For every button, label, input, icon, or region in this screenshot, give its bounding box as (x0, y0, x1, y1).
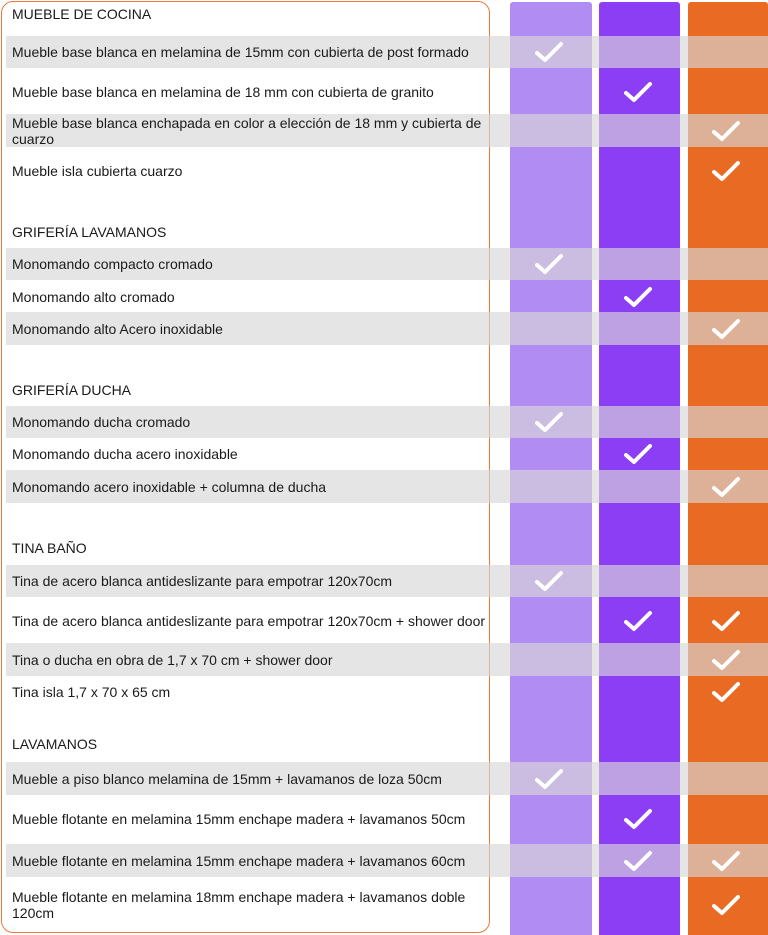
row-label: Mueble isla cubierta cuarzo (12, 162, 183, 179)
table-row (6, 844, 768, 877)
row-label: Mueble flotante en melamina 15mm enchape madera + lavamanos 50cm (12, 810, 466, 827)
checkmark-icon (534, 40, 564, 64)
checkmark-icon (623, 807, 653, 831)
section-title: TINA BAÑO (12, 540, 87, 556)
row-label: Tina de acero blanca antideslizante para empotrar 120x70cm (12, 573, 393, 589)
row-label: Mueble base blanca en melamina de 18 mm con cubierta de granito (12, 84, 434, 100)
table-row (6, 598, 768, 643)
table-row (6, 114, 768, 147)
table-row (6, 406, 768, 438)
checkmark-icon (711, 159, 741, 183)
table-row (6, 312, 768, 345)
checkmark-icon (534, 252, 564, 276)
row-label: Mueble flotante en melamina 15mm enchape madera + lavamanos 60cm (12, 852, 466, 869)
checkmark-icon (623, 609, 653, 633)
row-label: Tina de acero blanca antideslizante para empotrar 120x70cm + shower door (12, 612, 486, 629)
row-label: Mueble base blanca en melamina de 15mm con cubierta de post formado (12, 44, 469, 60)
row-label: Monomando ducha cromado (12, 414, 191, 430)
checkmark-icon (534, 410, 564, 434)
table-row (6, 470, 768, 503)
checkmark-icon (623, 285, 653, 309)
checkmark-icon (534, 767, 564, 791)
table-row (6, 438, 768, 470)
table-row (6, 281, 768, 313)
table-row (6, 762, 768, 795)
section-title: MUEBLE DE COCINA (12, 6, 152, 22)
table-row (6, 76, 768, 108)
checkmark-icon (711, 317, 741, 341)
table-row (6, 796, 768, 841)
checkmark-icon (623, 80, 653, 104)
table-row (6, 565, 768, 597)
section-title: LAVAMANOS (12, 736, 98, 752)
row-label: Monomando acero inoxidable + columna de ducha (12, 478, 327, 495)
checkmark-icon (623, 442, 653, 466)
checkmark-icon (711, 119, 741, 143)
checkmark-icon (711, 893, 741, 917)
checkmark-icon (534, 569, 564, 593)
checkmark-icon (711, 648, 741, 672)
table-row (6, 877, 768, 932)
section-title: GRIFERÍA DUCHA (12, 382, 132, 398)
section-title: GRIFERÍA LAVAMANOS (12, 224, 167, 240)
row-label: Monomando ducha acero inoxidable (12, 446, 238, 462)
row-label: Mueble flotante en melamina 18mm enchape madera + lavamanos doble 120cm (12, 888, 466, 921)
table-row (6, 154, 768, 187)
row-label: Tina o ducha en obra de 1,7 x 70 cm + shower door (12, 651, 333, 668)
checkmark-icon (711, 609, 741, 633)
row-label: Monomando compacto cromado (12, 256, 213, 272)
row-label: Monomando alto cromado (12, 289, 175, 305)
checkmark-icon (711, 475, 741, 499)
table-row (6, 675, 768, 708)
checkmark-icon (711, 849, 741, 873)
row-label: Monomando alto Acero inoxidable (12, 320, 223, 337)
table-row (6, 643, 768, 676)
row-label: Mueble base blanca enchapada en color a elección de 18 mm y cubierta de cuarzo (12, 114, 482, 147)
table-row (6, 36, 768, 68)
row-label: Mueble a piso blanco melamina de 15mm + lavamanos de loza 50cm (12, 770, 442, 787)
row-label: Tina isla 1,7 x 70 x 65 cm (12, 683, 171, 700)
checkmark-icon (623, 849, 653, 873)
table-row (6, 248, 768, 280)
checkmark-icon (711, 680, 741, 704)
